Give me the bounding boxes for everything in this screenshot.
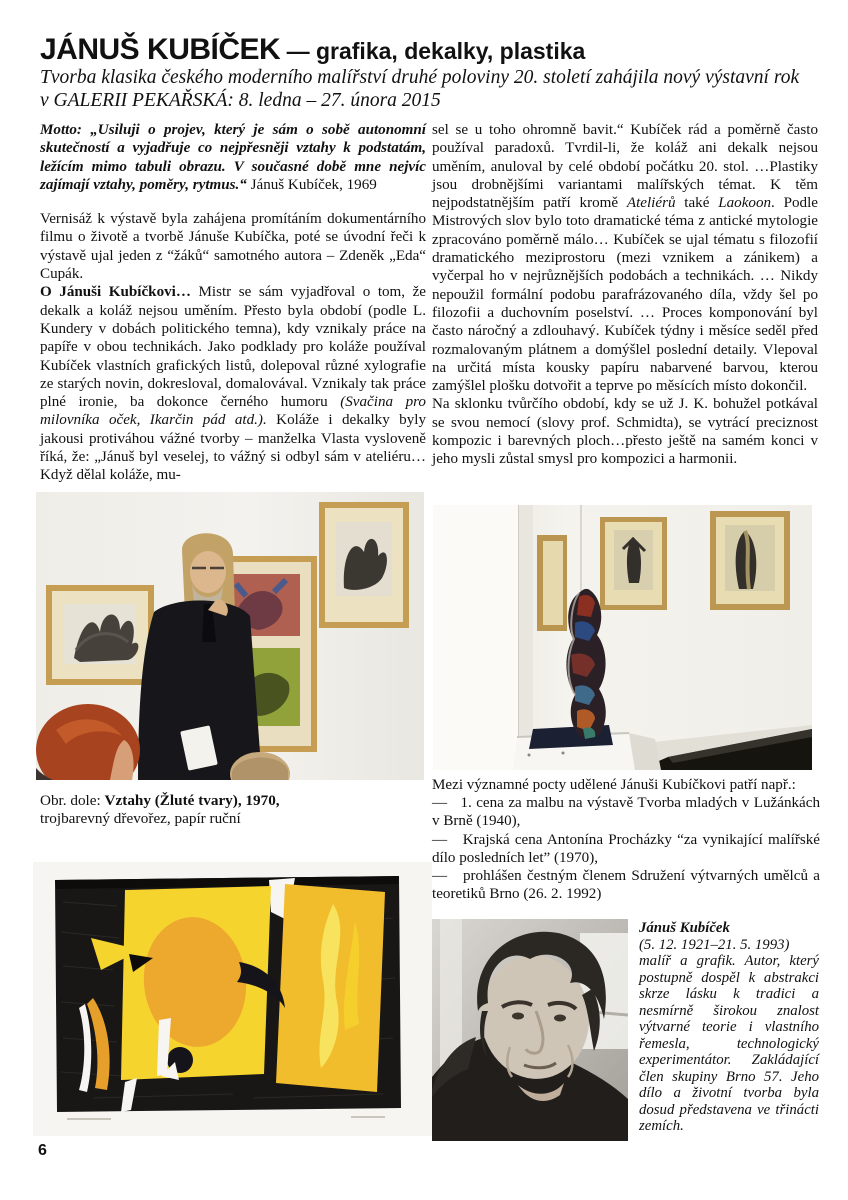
honors-intro: Mezi významné pocty udělené Jánuši Kubíčkovi patří např.: [432, 777, 796, 793]
artwork-caption [40, 792, 426, 828]
honors-item: — prohlášen čestným členem Sdružení výtvarných umělců a teoretiků Brno (26. 2. 1992) [432, 868, 820, 903]
paragraph-continuation: sel se u toho ohromně bavit.“ Kubíček rád a poměrně často používal paradoxů. Tvrdil-li, že koláž ani dekalk nejsou uměním, anuloval by celé období počátku 20. stol. …Plastiky jsou drobnějšími variantami malířských témat. K těm nejpodstatnějším patří kromě Ateliérů také Laokoon. Podle Mistrových slov bylo toto dramatické téma z antické mytologie zpracováno poměrně málo… Kubíček se ujal tématu s filozofií dramatického meziprostoru (mezi vznikem a zánikem) a vyčerpal ho v nejrůznějších podobách a technikách. … Nikdy nepoužil formální podobu parafrázovaného díla, vždy šel po filozofii a duchovním poselství. … Proces komponování byl často náročný a zdlouhavý. Kubíček týdny i měsíce seděl před rozmalovaným plátnem a domýšlel poslední detaily. Vlepoval na určitá místa kousky papíru nabarvené barvou, kterou zamýšlel plošku dotvořit a teprve po měsících místo dokončil. [432, 122, 818, 395]
woodcut-artwork-drawing [33, 862, 432, 1136]
exhibition-photo-opening [36, 492, 424, 780]
bio-block [639, 920, 819, 1135]
exhibition-photo-sculpture [433, 505, 812, 770]
exhibition-photo-sculpture-drawing [433, 505, 812, 770]
paragraph-o-kubickovi: O Jánuši Kubíčkovi… Mistr se sám vyjadřoval o tom, že dekalk a koláž nejsou uměním. Přesto byla období (podle L. Kundery v dobách politického temna), kdy vznikaly práce na papíře v obou technikách. Jako podklady pro koláže používal Kubíček vlastních grafických listů, dolepoval různé xylografie ze starých novin, dokresloval, domalovával. Vznikaly tak práce plné ironie, ba dokonce černého humoru (Svačina pro milovníka oček, Ikarčin pád atd.). Koláže i dekalky byly jakousi protiváhou vážné tvorby – manželka Vlasta vysloveně říká, že: „Jánuš byl veselej, to vážný si odbyl sám v ateliéru… Když dělal koláže, mu- [40, 284, 427, 484]
exhibition-photo-opening-drawing [36, 492, 424, 780]
paragraph-na-sklonku: Na sklonku tvůrčího období, kdy se už J. K. bohužel potkával se svou nemocí (slovy prof. Schmidta), se vytrácí preciznost kompozic i barevných ploch…přesto ještě na samém konci v jeho mysli zůstal smysl pro kompozici a harmonii. [432, 396, 818, 468]
bio-dates: (5. 12. 1921–21. 5. 1993) [639, 936, 790, 953]
woodcut-artwork [33, 862, 432, 1136]
subtitle-line-2: v GALERII PEKAŘSKÁ: 8. ledna – 27. února 2015 [40, 90, 441, 111]
honors-list [432, 776, 820, 903]
subtitle-line-1: Tvorba klasika českého moderního malířství druhé poloviny 20. století zahájila nový výstavní rok [40, 67, 800, 88]
honors-item: — Krajská cena Antonína Procházky “za vynikající malířské dílo posledních let” (1970), [432, 831, 820, 866]
page-title-name: JÁNUŠ KUBÍČEK [40, 33, 281, 66]
portrait-photo-drawing [432, 919, 628, 1141]
bio-name: Jánuš Kubíček [639, 920, 730, 936]
artwork-caption-line-1: Obr. dole: Vztahy (Žluté tvary), 1970, [40, 792, 280, 809]
artwork-caption-line-2: trojbarevný dřevořez, papír ruční [40, 810, 241, 827]
text-column-right [432, 121, 818, 469]
honors-item: — 1. cena za malbu na výstavě Tvorba mladých v Lužánkách v Brně (1940), [432, 795, 820, 830]
bio-text: malíř a grafik. Autor, který postupně dospěl k abstrakci skrze lásku k tradici a nesmírně širokou znalost výtvarné teorie i vlastního řemesla, technologický experimentátor. Zakládající člen skupiny Brno 57. Jeho dílo a životní tvorba byla dosud představena ve třinácti zemích. [639, 953, 819, 1134]
portrait-photo [432, 919, 628, 1141]
page-title-suffix: — grafika, dekalky, plastika [280, 38, 586, 64]
page-title [40, 33, 585, 67]
text-column-left [40, 121, 426, 485]
page-number: 6 [38, 1142, 47, 1159]
paragraph-vernisaz: Vernisáž k výstavě byla zahájena promítáním dokumentárního filmu o životě a tvorbě Jánuše Kubíčka, poté se úvodní řeči k výstavě ujal jeden z “žáků“ samotného autora – Zdeněk „Eda“ Cupák. [40, 211, 426, 283]
page-subtitle [40, 66, 830, 112]
paragraph-motto: Motto: „Usiluji o projev, který je sám o sobě autonomní skutečností a vyjadřuje co nejpřesněji vztahy k podstatám, ležícím mimo tabuli obrazu. V současné době mne nejvíc zajímají vztahy, poměry, rytmus.“ Jánuš Kubíček, 1969 [40, 122, 426, 193]
